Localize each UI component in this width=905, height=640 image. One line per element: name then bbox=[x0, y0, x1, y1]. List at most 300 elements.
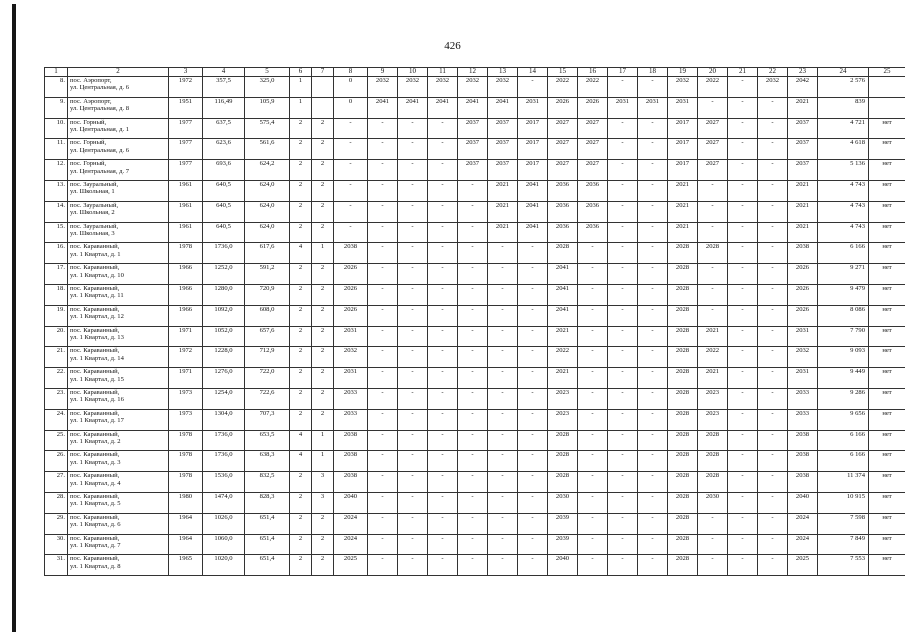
data-cell-c19: 2017 bbox=[668, 139, 698, 160]
data-cell-c19: 2032 bbox=[668, 77, 698, 98]
data-cell-c9: - bbox=[368, 222, 398, 243]
data-cell-c15: 2022 bbox=[548, 77, 578, 98]
data-cell-c24: 9 449 bbox=[818, 368, 869, 389]
address-cell bbox=[68, 118, 169, 139]
data-cell-c17: - bbox=[608, 180, 638, 201]
data-cell-c25: нет bbox=[869, 201, 905, 222]
table-row bbox=[45, 513, 905, 534]
data-cell-b: 624,2 bbox=[245, 160, 290, 181]
data-cell-a: 640,5 bbox=[203, 201, 245, 222]
data-cell-c8: 2033 bbox=[334, 388, 368, 409]
data-cell-b: 707,3 bbox=[245, 409, 290, 430]
data-cell-c20: 2028 bbox=[698, 451, 728, 472]
data-cell-c22: - bbox=[758, 243, 788, 264]
data-cell-c21: - bbox=[728, 77, 758, 98]
data-cell-c20: - bbox=[698, 222, 728, 243]
address-street: ул. Центральная, д. 7 bbox=[70, 167, 130, 175]
address-street: ул. 1 Квартал, д. 1 bbox=[70, 250, 121, 258]
data-cell-c25: нет bbox=[869, 284, 905, 305]
address-settlement: пос. Караванный, bbox=[70, 534, 120, 542]
data-cell-c17: - bbox=[608, 264, 638, 285]
data-cell-c10: - bbox=[398, 409, 428, 430]
data-cell-c16: 2022 bbox=[578, 77, 608, 98]
data-cell-c14: - bbox=[518, 451, 548, 472]
data-cell-b: 651,4 bbox=[245, 513, 290, 534]
column-number-cell: 12 bbox=[458, 68, 488, 77]
address-settlement: пос. Караванный, bbox=[70, 264, 120, 272]
table-row bbox=[45, 472, 905, 493]
data-cell-c23: 2038 bbox=[788, 451, 818, 472]
data-cell-c11: - bbox=[428, 160, 458, 181]
data-cell-c10: - bbox=[398, 534, 428, 555]
data-cell-c13: - bbox=[488, 451, 518, 472]
data-cell-c20: - bbox=[698, 513, 728, 534]
data-cell-c18: - bbox=[638, 284, 668, 305]
address-street: ул. Центральная, д. 6 bbox=[70, 146, 130, 154]
column-number-cell: 17 bbox=[608, 68, 638, 77]
data-cell-c15: 2036 bbox=[548, 201, 578, 222]
data-cell-c16: 2027 bbox=[578, 118, 608, 139]
data-cell-c10: - bbox=[398, 492, 428, 513]
data-cell-year: 1971 bbox=[169, 368, 203, 389]
data-cell-c10: - bbox=[398, 222, 428, 243]
data-cell-year: 1961 bbox=[169, 201, 203, 222]
address-cell bbox=[68, 264, 169, 285]
data-cell-c11: - bbox=[428, 347, 458, 368]
data-cell-year: 1977 bbox=[169, 160, 203, 181]
data-cell-c18: - bbox=[638, 430, 668, 451]
table-row bbox=[45, 284, 905, 305]
row-number-cell: 29. bbox=[45, 513, 68, 534]
data-cell-c17: - bbox=[608, 139, 638, 160]
data-cell-c21: - bbox=[728, 160, 758, 181]
data-cell-year: 1978 bbox=[169, 243, 203, 264]
data-cell-c13: - bbox=[488, 368, 518, 389]
address-street: ул. 1 Квартал, д. 13 bbox=[70, 333, 124, 341]
data-cell-c24: 7 553 bbox=[818, 555, 869, 576]
data-cell-c22: - bbox=[758, 555, 788, 576]
data-cell-c6: 2 bbox=[290, 305, 312, 326]
data-cell-c22: - bbox=[758, 513, 788, 534]
data-cell-c7: 2 bbox=[312, 326, 334, 347]
data-cell-a: 1092,0 bbox=[203, 305, 245, 326]
data-cell-c25: нет bbox=[869, 305, 905, 326]
address-cell bbox=[68, 222, 169, 243]
data-cell-c8: - bbox=[334, 222, 368, 243]
data-cell-c16: 2036 bbox=[578, 222, 608, 243]
data-cell-c21: - bbox=[728, 388, 758, 409]
data-cell-c22: - bbox=[758, 118, 788, 139]
data-cell-c23: 2021 bbox=[788, 97, 818, 118]
address-street: ул. 1 Квартал, д. 11 bbox=[70, 292, 124, 300]
data-cell-c14: - bbox=[518, 305, 548, 326]
column-number-cell: 9 bbox=[368, 68, 398, 77]
data-cell-c15: 2039 bbox=[548, 513, 578, 534]
data-cell-b: 325,0 bbox=[245, 77, 290, 98]
data-cell-c12: 2037 bbox=[458, 160, 488, 181]
data-cell-a: 1474,0 bbox=[203, 492, 245, 513]
data-cell-c22: - bbox=[758, 326, 788, 347]
address-street: ул. 1 Квартал, д. 17 bbox=[70, 417, 124, 425]
data-cell-c23: 2026 bbox=[788, 264, 818, 285]
data-cell-c12: - bbox=[458, 388, 488, 409]
data-cell-c17: - bbox=[608, 160, 638, 181]
data-cell-c21: - bbox=[728, 284, 758, 305]
data-cell-c8: 2033 bbox=[334, 409, 368, 430]
data-cell-b: 657,6 bbox=[245, 326, 290, 347]
data-cell-c12: - bbox=[458, 347, 488, 368]
row-number-cell: 30. bbox=[45, 534, 68, 555]
data-cell-b: 624,0 bbox=[245, 180, 290, 201]
data-cell-c24: 2 576 bbox=[818, 77, 869, 98]
data-cell-c22: - bbox=[758, 222, 788, 243]
data-cell-c14: - bbox=[518, 243, 548, 264]
data-cell-c19: 2021 bbox=[668, 201, 698, 222]
data-cell-c9: - bbox=[368, 534, 398, 555]
data-cell-c18: - bbox=[638, 534, 668, 555]
data-cell-c16: - bbox=[578, 388, 608, 409]
data-cell-c22: - bbox=[758, 409, 788, 430]
data-cell-c14: - bbox=[518, 555, 548, 576]
address-settlement: пос. Караванный, bbox=[70, 388, 120, 396]
data-cell-c12: - bbox=[458, 555, 488, 576]
column-number-cell: 23 bbox=[788, 68, 818, 77]
data-cell-c19: 2028 bbox=[668, 472, 698, 493]
address-settlement: пос. Аэропорт, bbox=[70, 97, 112, 105]
data-cell-c14: 2017 bbox=[518, 160, 548, 181]
data-cell-c9: - bbox=[368, 388, 398, 409]
data-cell-c12: - bbox=[458, 264, 488, 285]
data-cell-c13: 2037 bbox=[488, 139, 518, 160]
data-cell-c7: 2 bbox=[312, 409, 334, 430]
address-street: ул. 1 Квартал, д. 12 bbox=[70, 313, 124, 321]
data-cell-c9: - bbox=[368, 555, 398, 576]
data-cell-c12: - bbox=[458, 305, 488, 326]
data-cell-c11: - bbox=[428, 118, 458, 139]
address-settlement: пос. Караванный, bbox=[70, 451, 120, 459]
table-row bbox=[45, 409, 905, 430]
data-cell-year: 1966 bbox=[169, 264, 203, 285]
data-cell-c19: 2028 bbox=[668, 284, 698, 305]
address-street: ул. Школьная, 3 bbox=[70, 229, 115, 237]
data-cell-c18: - bbox=[638, 492, 668, 513]
data-cell-b: 591,2 bbox=[245, 264, 290, 285]
data-cell-c17: - bbox=[608, 326, 638, 347]
data-cell-c16: 2027 bbox=[578, 139, 608, 160]
data-cell-c23: 2037 bbox=[788, 139, 818, 160]
data-cell-c9: - bbox=[368, 368, 398, 389]
data-cell-c13: - bbox=[488, 430, 518, 451]
data-cell-c15: 2022 bbox=[548, 347, 578, 368]
data-cell-c7: 2 bbox=[312, 139, 334, 160]
column-number-cell: 11 bbox=[428, 68, 458, 77]
data-cell-c16: - bbox=[578, 243, 608, 264]
data-cell-c21: - bbox=[728, 264, 758, 285]
data-cell-c7: 2 bbox=[312, 534, 334, 555]
table-row bbox=[45, 555, 905, 576]
data-cell-year: 1966 bbox=[169, 284, 203, 305]
column-number-cell: 1 bbox=[45, 68, 68, 77]
data-cell-c10: - bbox=[398, 472, 428, 493]
data-cell-c11: - bbox=[428, 430, 458, 451]
data-cell-c12: - bbox=[458, 409, 488, 430]
data-cell-c22: - bbox=[758, 492, 788, 513]
address-cell bbox=[68, 555, 169, 576]
data-cell-c9: - bbox=[368, 347, 398, 368]
data-cell-c6: 4 bbox=[290, 451, 312, 472]
data-cell-c7: 2 bbox=[312, 264, 334, 285]
row-number-cell: 23. bbox=[45, 388, 68, 409]
data-cell-c23: 2033 bbox=[788, 388, 818, 409]
data-cell-c21: - bbox=[728, 555, 758, 576]
data-cell-c10: - bbox=[398, 388, 428, 409]
data-cell-c17: - bbox=[608, 305, 638, 326]
data-cell-c6: 1 bbox=[290, 97, 312, 118]
row-number-cell: 13. bbox=[45, 180, 68, 201]
data-cell-c10: - bbox=[398, 326, 428, 347]
data-cell-c16: - bbox=[578, 326, 608, 347]
data-cell-c15: 2027 bbox=[548, 118, 578, 139]
data-cell-c23: 2031 bbox=[788, 368, 818, 389]
data-cell-a: 1736,0 bbox=[203, 243, 245, 264]
data-cell-b: 561,6 bbox=[245, 139, 290, 160]
address-street: ул. 1 Квартал, д. 5 bbox=[70, 500, 121, 508]
data-cell-c13: - bbox=[488, 284, 518, 305]
data-cell-c14: 2041 bbox=[518, 201, 548, 222]
data-cell-b: 617,6 bbox=[245, 243, 290, 264]
address-cell bbox=[68, 284, 169, 305]
address-settlement: пос. Караванный, bbox=[70, 368, 120, 376]
data-cell-c22: - bbox=[758, 472, 788, 493]
data-cell-c13: - bbox=[488, 326, 518, 347]
address-street: ул. 1 Квартал, д. 3 bbox=[70, 458, 121, 466]
data-cell-b: 651,4 bbox=[245, 555, 290, 576]
data-cell-c20: 2022 bbox=[698, 347, 728, 368]
data-cell-c22: - bbox=[758, 388, 788, 409]
data-cell-c13: 2037 bbox=[488, 118, 518, 139]
data-cell-c21: - bbox=[728, 201, 758, 222]
data-cell-c7: 2 bbox=[312, 284, 334, 305]
data-cell-c12: 2037 bbox=[458, 118, 488, 139]
data-cell-c22: - bbox=[758, 201, 788, 222]
data-cell-c16: - bbox=[578, 430, 608, 451]
data-cell-c10: - bbox=[398, 160, 428, 181]
address-settlement: пос. Караванный, bbox=[70, 409, 120, 417]
data-cell-c11: - bbox=[428, 305, 458, 326]
address-street: ул. 1 Квартал, д. 10 bbox=[70, 271, 124, 279]
column-number-cell: 5 bbox=[245, 68, 290, 77]
data-cell-c25: нет bbox=[869, 430, 905, 451]
data-cell-c13: - bbox=[488, 347, 518, 368]
data-cell-c11: - bbox=[428, 451, 458, 472]
page-number: 426 bbox=[444, 40, 461, 52]
column-number-cell: 15 bbox=[548, 68, 578, 77]
data-cell-c14: - bbox=[518, 409, 548, 430]
data-cell-c11: - bbox=[428, 222, 458, 243]
table-row bbox=[45, 534, 905, 555]
data-cell-c13: - bbox=[488, 492, 518, 513]
data-cell-c21: - bbox=[728, 534, 758, 555]
data-cell-c6: 4 bbox=[290, 430, 312, 451]
data-cell-c20: 2023 bbox=[698, 388, 728, 409]
data-cell-c6: 2 bbox=[290, 472, 312, 493]
data-cell-b: 722,6 bbox=[245, 388, 290, 409]
data-cell-c17: - bbox=[608, 368, 638, 389]
data-cell-c25: нет bbox=[869, 534, 905, 555]
data-cell-c15: 2039 bbox=[548, 534, 578, 555]
data-cell-c20: 2021 bbox=[698, 326, 728, 347]
data-cell-c17: - bbox=[608, 492, 638, 513]
data-cell-c10: - bbox=[398, 264, 428, 285]
row-number-cell: 14. bbox=[45, 201, 68, 222]
data-cell-c17: - bbox=[608, 555, 638, 576]
data-cell-c22: - bbox=[758, 451, 788, 472]
address-settlement: пос. Зауральный, bbox=[70, 180, 119, 188]
data-cell-c19: 2028 bbox=[668, 513, 698, 534]
data-cell-year: 1980 bbox=[169, 492, 203, 513]
data-cell-c7: 2 bbox=[312, 305, 334, 326]
data-cell-year: 1978 bbox=[169, 430, 203, 451]
address-street: ул. Школьная, 2 bbox=[70, 209, 115, 217]
data-cell-c19: 2017 bbox=[668, 118, 698, 139]
data-cell-c7: 1 bbox=[312, 243, 334, 264]
data-cell-c19: 2028 bbox=[668, 409, 698, 430]
data-cell-c20: - bbox=[698, 201, 728, 222]
address-cell bbox=[68, 472, 169, 493]
data-cell-year: 1973 bbox=[169, 388, 203, 409]
data-cell-c21: - bbox=[728, 180, 758, 201]
data-cell-c25: нет bbox=[869, 368, 905, 389]
address-street: ул. 1 Квартал, д. 4 bbox=[70, 479, 121, 487]
data-cell-c17: - bbox=[608, 409, 638, 430]
data-cell-a: 640,5 bbox=[203, 222, 245, 243]
address-cell bbox=[68, 326, 169, 347]
data-cell-c14: - bbox=[518, 77, 548, 98]
data-cell-c12: - bbox=[458, 201, 488, 222]
table-row bbox=[45, 139, 905, 160]
data-cell-c11: - bbox=[428, 139, 458, 160]
data-cell-c23: 2026 bbox=[788, 305, 818, 326]
table-row bbox=[45, 243, 905, 264]
data-cell-c7: 2 bbox=[312, 347, 334, 368]
data-cell-c13: 2032 bbox=[488, 77, 518, 98]
data-cell-c24: 4 743 bbox=[818, 180, 869, 201]
address-settlement: пос. Караванный, bbox=[70, 347, 120, 355]
data-cell-b: 722,0 bbox=[245, 368, 290, 389]
data-cell-c8: 2032 bbox=[334, 347, 368, 368]
data-cell-c21: - bbox=[728, 243, 758, 264]
data-cell-c21: - bbox=[728, 368, 758, 389]
data-cell-c19: 2028 bbox=[668, 555, 698, 576]
data-cell-c9: - bbox=[368, 118, 398, 139]
data-cell-c22: - bbox=[758, 180, 788, 201]
data-cell-c19: 2028 bbox=[668, 388, 698, 409]
data-cell-c9: - bbox=[368, 139, 398, 160]
data-cell-c21: - bbox=[728, 97, 758, 118]
data-cell-b: 828,3 bbox=[245, 492, 290, 513]
address-settlement: пос. Караванный, bbox=[70, 513, 120, 521]
data-cell-c14: 2041 bbox=[518, 180, 548, 201]
table-row bbox=[45, 492, 905, 513]
address-settlement: пос. Караванный, bbox=[70, 555, 120, 563]
data-cell-c24: 9 093 bbox=[818, 347, 869, 368]
row-number-cell: 16. bbox=[45, 243, 68, 264]
binding-edge bbox=[12, 4, 16, 632]
data-cell-c20: 2028 bbox=[698, 243, 728, 264]
table-row bbox=[45, 347, 905, 368]
data-cell-c19: 2028 bbox=[668, 492, 698, 513]
data-cell-c16: - bbox=[578, 451, 608, 472]
data-cell-c25: нет bbox=[869, 326, 905, 347]
data-cell-c7: 2 bbox=[312, 368, 334, 389]
data-cell-c10: - bbox=[398, 347, 428, 368]
address-cell bbox=[68, 347, 169, 368]
data-cell-c10: - bbox=[398, 243, 428, 264]
data-cell-c19: 2028 bbox=[668, 451, 698, 472]
data-cell-year: 1972 bbox=[169, 347, 203, 368]
data-cell-c20: 2022 bbox=[698, 77, 728, 98]
data-cell-c25: нет bbox=[869, 139, 905, 160]
data-cell-c17: 2031 bbox=[608, 97, 638, 118]
table-row bbox=[45, 388, 905, 409]
data-cell-b: 720,9 bbox=[245, 284, 290, 305]
data-cell-c7: 1 bbox=[312, 451, 334, 472]
data-cell-c24: 6 166 bbox=[818, 451, 869, 472]
data-cell-c24: 9 479 bbox=[818, 284, 869, 305]
data-cell-a: 1026,0 bbox=[203, 513, 245, 534]
column-number-cell: 18 bbox=[638, 68, 668, 77]
data-cell-c14: 2017 bbox=[518, 118, 548, 139]
table-row bbox=[45, 118, 905, 139]
row-number-cell: 22. bbox=[45, 368, 68, 389]
data-cell-c7: 2 bbox=[312, 222, 334, 243]
data-cell-c9: - bbox=[368, 201, 398, 222]
data-cell-c8: - bbox=[334, 118, 368, 139]
data-cell-c20: 2030 bbox=[698, 492, 728, 513]
data-cell-c25: нет bbox=[869, 513, 905, 534]
data-cell-c21: - bbox=[728, 326, 758, 347]
data-cell-c24: 7 598 bbox=[818, 513, 869, 534]
row-number-cell: 31. bbox=[45, 555, 68, 576]
data-cell-c16: - bbox=[578, 555, 608, 576]
row-number-cell: 21. bbox=[45, 347, 68, 368]
data-cell-a: 640,5 bbox=[203, 180, 245, 201]
address-cell bbox=[68, 451, 169, 472]
data-cell-c15: 2026 bbox=[548, 97, 578, 118]
data-cell-c6: 2 bbox=[290, 326, 312, 347]
data-cell-c24: 6 166 bbox=[818, 430, 869, 451]
data-cell-c10: - bbox=[398, 513, 428, 534]
data-cell-c16: - bbox=[578, 534, 608, 555]
column-number-cell: 16 bbox=[578, 68, 608, 77]
address-settlement: пос. Зауральный, bbox=[70, 222, 119, 230]
data-cell-c14: - bbox=[518, 284, 548, 305]
row-number-cell: 11. bbox=[45, 139, 68, 160]
data-cell-c25 bbox=[869, 97, 905, 118]
data-cell-c15: 2028 bbox=[548, 430, 578, 451]
data-cell-c12: - bbox=[458, 534, 488, 555]
data-cell-c25: нет bbox=[869, 243, 905, 264]
data-cell-c15: 2041 bbox=[548, 284, 578, 305]
address-cell bbox=[68, 368, 169, 389]
data-cell-c8: 2040 bbox=[334, 492, 368, 513]
data-cell-c16: - bbox=[578, 368, 608, 389]
address-settlement: пос. Зауральный, bbox=[70, 201, 119, 209]
data-cell-c10: - bbox=[398, 555, 428, 576]
data-cell-c8: 2038 bbox=[334, 430, 368, 451]
data-cell-a: 357,5 bbox=[203, 77, 245, 98]
data-cell-c23: 2021 bbox=[788, 180, 818, 201]
